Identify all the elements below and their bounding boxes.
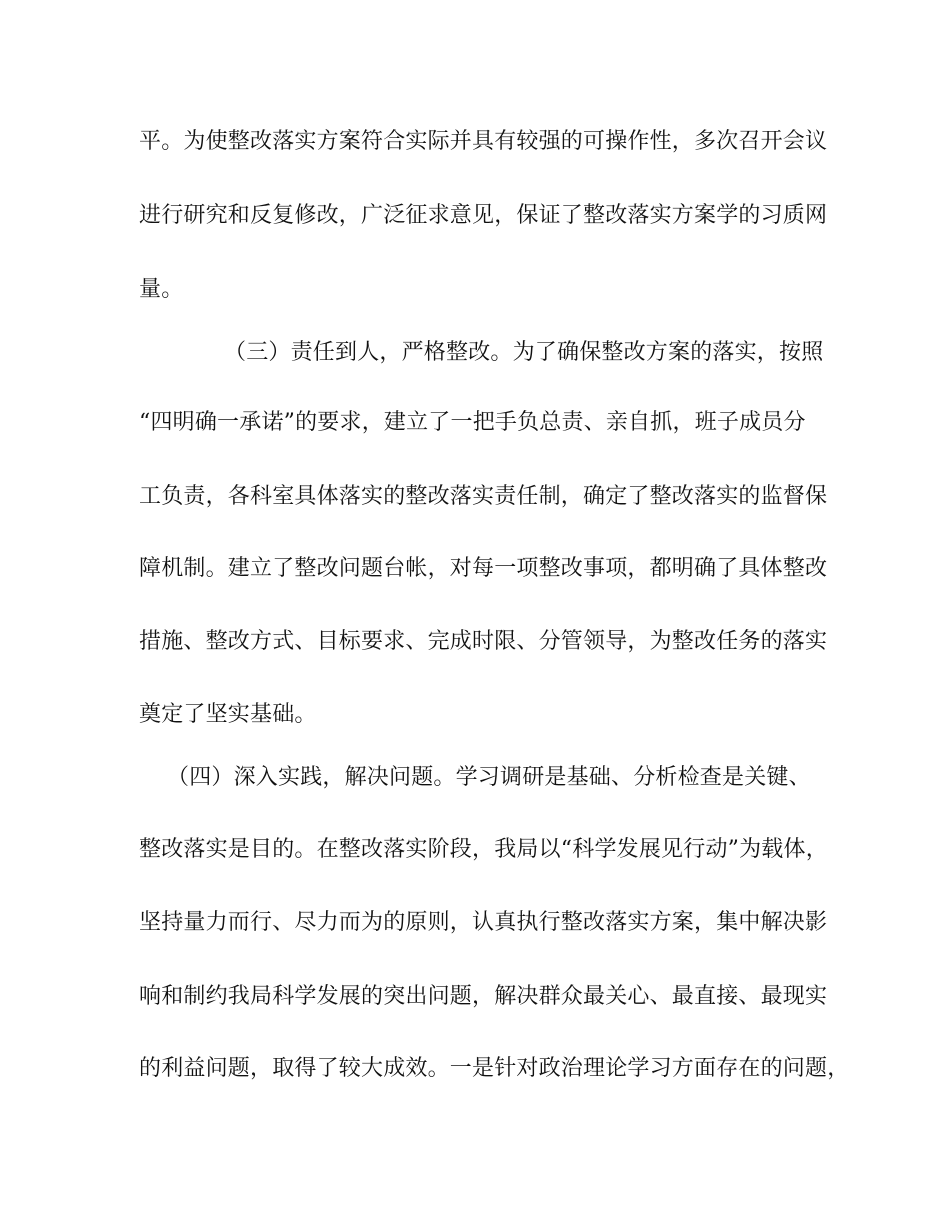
text-line: 奠定了坚实基础。 xyxy=(139,702,317,727)
text-line: 平。为使整改落实方案符合实际并具有较强的可操作性，多次召开会议 xyxy=(139,129,828,154)
text-line: （四）深入实践，解决问题。学习调研是基础、分析检查是关键、 xyxy=(167,765,811,790)
text-line: 坚持量力而行、尽力而为的原则，认真执行整改落实方案，集中解决影 xyxy=(139,910,828,935)
text-line: （三）责任到人，严格整改。为了确保整改方案的落实，按照 xyxy=(224,340,824,365)
text-line: 量。 xyxy=(139,277,184,302)
text-line: 整改落实是目的。在整改落实阶段，我局以“科学发展见行动”为载体， xyxy=(139,837,828,862)
text-line: 措施、整改方式、目标要求、完成时限、分管领导，为整改任务的落实 xyxy=(139,629,828,654)
text-line: 进行研究和反复修改，广泛征求意见，保证了整改落实方案学的习质网 xyxy=(139,203,828,228)
text-line: “四明确一承诺”的要求，建立了一把手负总责、亲自抓，班子成员分 xyxy=(139,410,806,435)
text-line: 响和制约我局科学发展的突出问题，解决群众最关心、最直接、最现实 xyxy=(139,984,828,1009)
text-line: 障机制。建立了整改问题台帐，对每一项整改事项，都明确了具体整改 xyxy=(139,556,828,581)
text-line: 工负责，各科室具体落实的整改落实责任制，确定了整改落实的监督保 xyxy=(139,484,828,509)
text-line: 的利益问题，取得了较大成效。一是针对政治理论学习方面存在的问题， xyxy=(139,1056,850,1081)
